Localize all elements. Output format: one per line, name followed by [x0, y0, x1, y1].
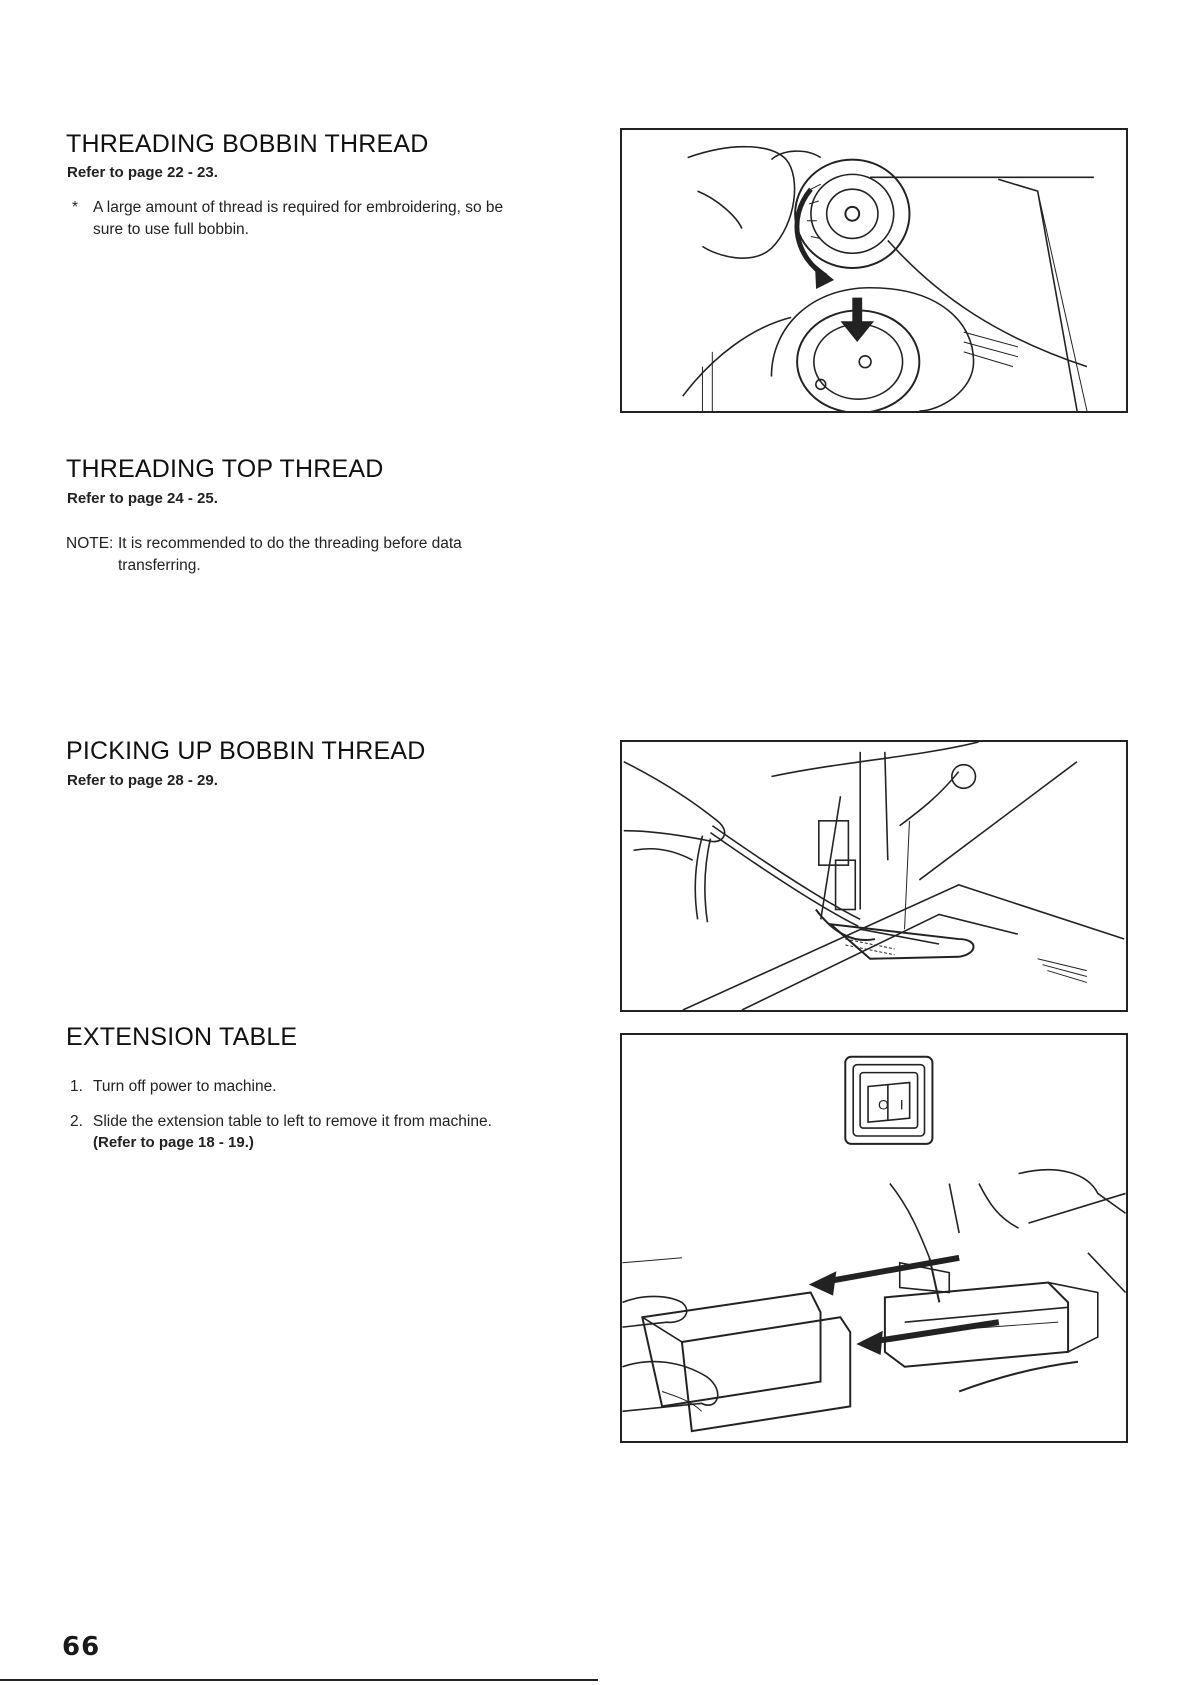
- bobbin-note-line2: sure to use full bobbin.: [93, 221, 249, 238]
- bobbin-note-line1: A large amount of thread is required for embroidering, so be: [93, 199, 504, 216]
- extension-table-figure: [620, 1033, 1128, 1443]
- page-number: 66: [62, 1632, 101, 1662]
- switch-off-symbol: O: [877, 1096, 889, 1113]
- picking-thread-figure: [620, 740, 1128, 1012]
- step2-ref: (Refer to page 18 - 19.): [93, 1134, 254, 1151]
- ref-top: Refer to page 24 - 25.: [67, 490, 218, 507]
- heading-picking-up: PICKING UP BOBBIN THREAD: [66, 737, 426, 765]
- heading-threading-top: THREADING TOP THREAD: [66, 455, 384, 483]
- step2-number: 2.: [70, 1113, 83, 1130]
- switch-on-symbol: I: [899, 1096, 904, 1113]
- top-note-line1: It is recommended to do the threading before data: [118, 535, 462, 552]
- heading-extension-table: EXTENSION TABLE: [66, 1023, 298, 1051]
- ref-picking: Refer to page 28 - 29.: [67, 772, 218, 789]
- heading-threading-bobbin: THREADING BOBBIN THREAD: [66, 130, 429, 158]
- note-label: NOTE:: [66, 535, 114, 552]
- step2-text: Slide the extension table to left to remove it from machine.: [93, 1113, 492, 1130]
- bullet-marker: *: [72, 199, 79, 216]
- step1-text: Turn off power to machine.: [93, 1078, 277, 1095]
- ref-bobbin: Refer to page 22 - 23.: [67, 164, 218, 181]
- top-note-line2: transferring.: [118, 557, 201, 574]
- step1-number: 1.: [70, 1078, 83, 1095]
- bottom-rule: [0, 1679, 598, 1681]
- bobbin-insertion-figure: [620, 128, 1128, 413]
